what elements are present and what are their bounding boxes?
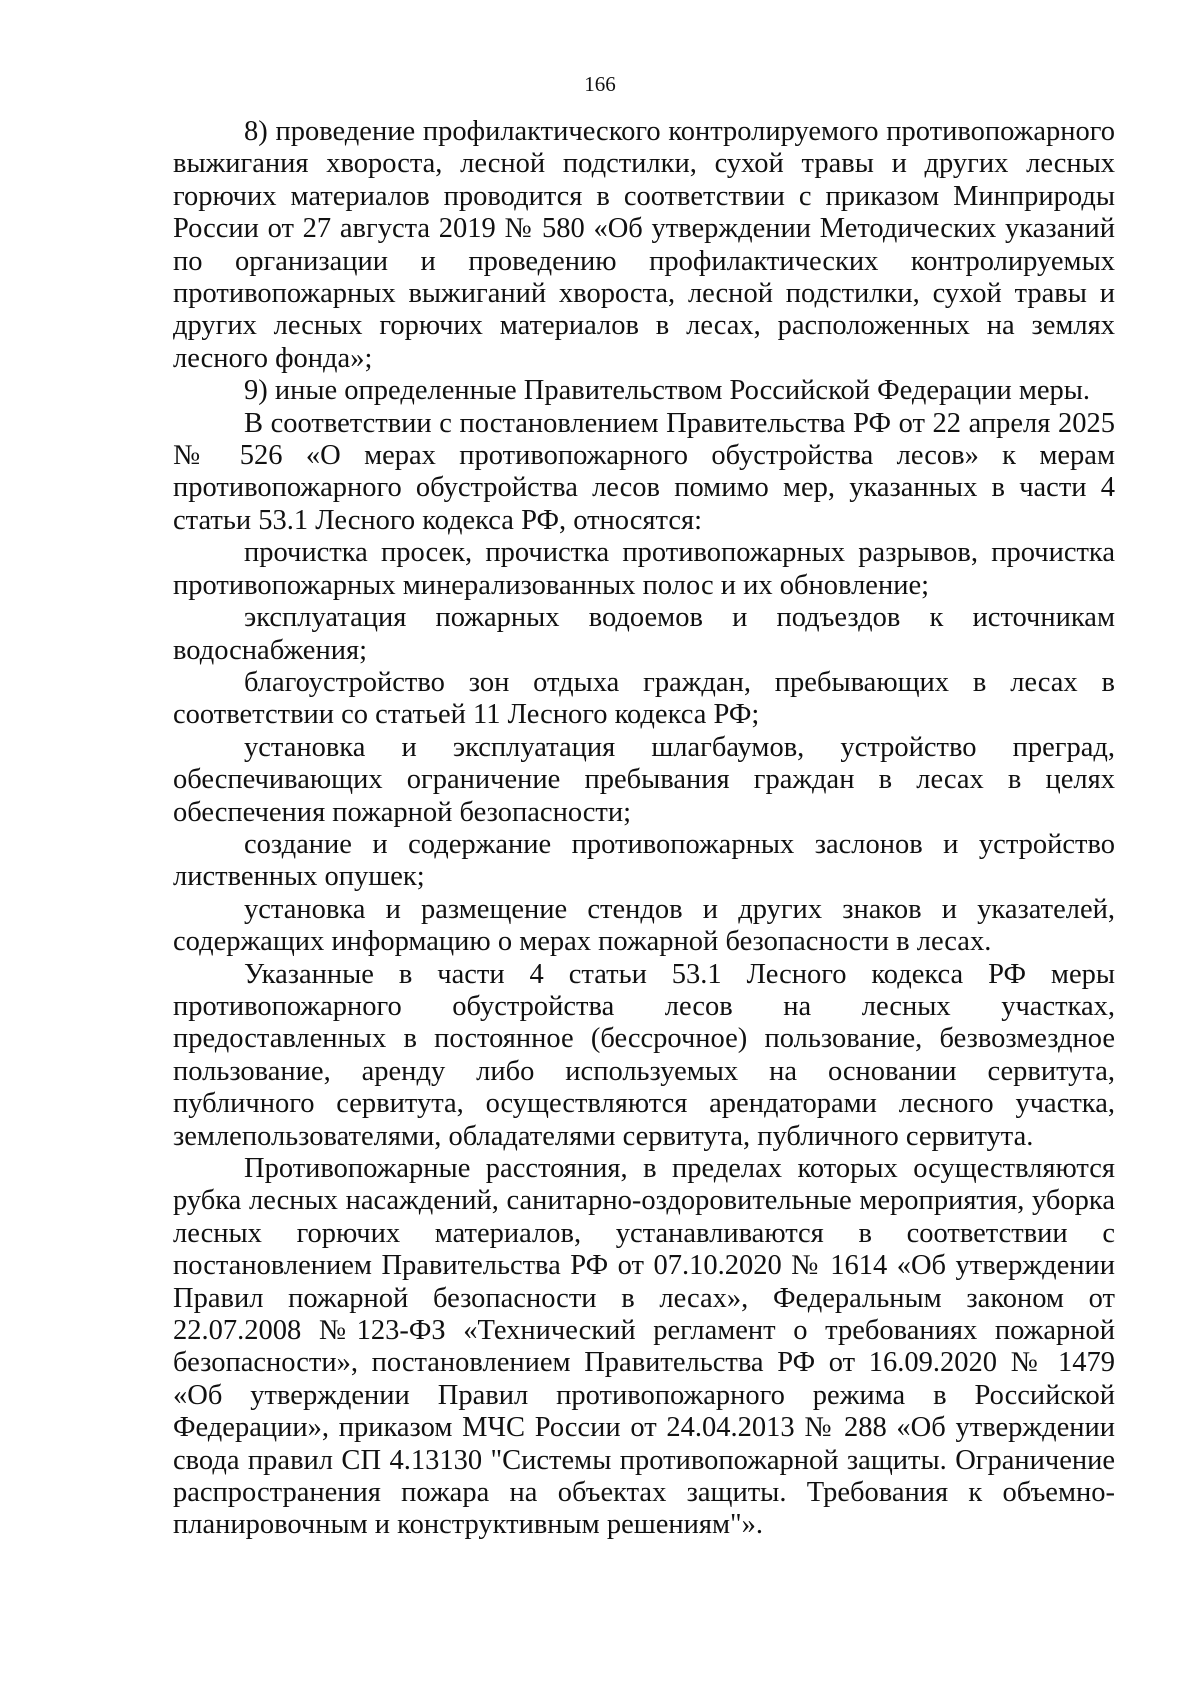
list-item: прочистка просек, прочистка противопожарных разрывов, прочистка противопожарных минерализованных полос и их обновление; bbox=[173, 537, 1115, 601]
list-item: благоустройство зон отдыха граждан, пребывающих в лесах в соответствии со статьей 11 Лесного кодекса РФ; bbox=[173, 666, 1115, 731]
list-item: установка и эксплуатация шлагбаумов, устройство преград, обеспечивающих ограничение пребывания граждан в лесах в целях обеспечения пожарной безопасности; bbox=[173, 731, 1115, 828]
paragraph-item-9: 9) иные определенные Правительством Российской Федерации меры. bbox=[244, 375, 1091, 407]
paragraph-decree-526: В соответствии с постановлением Правительства РФ от 22 апреля 2025 № 526 «О мерах противопожарного обустройства лесов» к мерам противопожарного обустройства лесов помимо мер, указанных в части 4 статьи 53.1 Лесного кодекса РФ, относятся: bbox=[173, 407, 1115, 536]
paragraph-measures-responsibility: Указанные в части 4 статьи 53.1 Лесного кодекса РФ меры противопожарного обустройства лесов на лесных участках, предоставленных в постоянное (бессрочное) пользование, безвозмездное пользование, аренду либо используемых на основании сервитута, публичного сервитута, осуществляются арендаторами лесного участка, землепользователями, обладателями сервитута, публичного сервитута. bbox=[173, 958, 1115, 1152]
document-body bbox=[173, 116, 1115, 1542]
paragraph-fire-distances: Противопожарные расстояния, в пределах которых осуществляются рубка лесных насаждений, санитарно-оздоровительные мероприятия, уборка лесных горючих материалов, устанавливаются в соответствии с постановлением Правительства РФ от 07.10.2020 № 1614 «Об утверждении Правил пожарной безопасности в лесах», Федеральным законом от 22.07.2008 №123-ФЗ «Технический регламент о требованиях пожарной безопасности», постановлением Правительства РФ от 16.09.2020 № 1479 «Об утверждении Правил противопожарного режима в Российской Федерации», приказом МЧС России от 24.04.2013 № 288 «Об утверждении свода правил СП 4.13130 "Системы противопожарной защиты. Ограничение распространения пожара на объектах защиты. Требования к объемно-планировочным и конструктивным решениям"». bbox=[173, 1153, 1115, 1541]
list-item: установка и размещение стендов и других знаков и указателей, содержащих информацию о мерах пожарной безопасности в лесах. bbox=[173, 893, 1115, 958]
list-item: создание и содержание противопожарных заслонов и устройство лиственных опушек; bbox=[173, 828, 1115, 893]
paragraph-item-8: 8) проведение профилактического контролируемого противопожарного выжигания хвороста, лесной подстилки, сухой травы и других лесных горючих материалов проводится в соответствии с приказом Минприроды России от 27 августа 2019 № 580 «Об утверждении Методических указаний по организации и проведению профилактических контролируемых противопожарных выжиганий хвороста, лесной подстилки, сухой травы и других лесных горючих материалов в лесах, расположенных на землях лесного фонда»; bbox=[173, 116, 1115, 374]
list-item: эксплуатация пожарных водоемов и подъездов к источникам водоснабжения; bbox=[173, 602, 1115, 666]
page-number: 166 bbox=[584, 72, 616, 96]
